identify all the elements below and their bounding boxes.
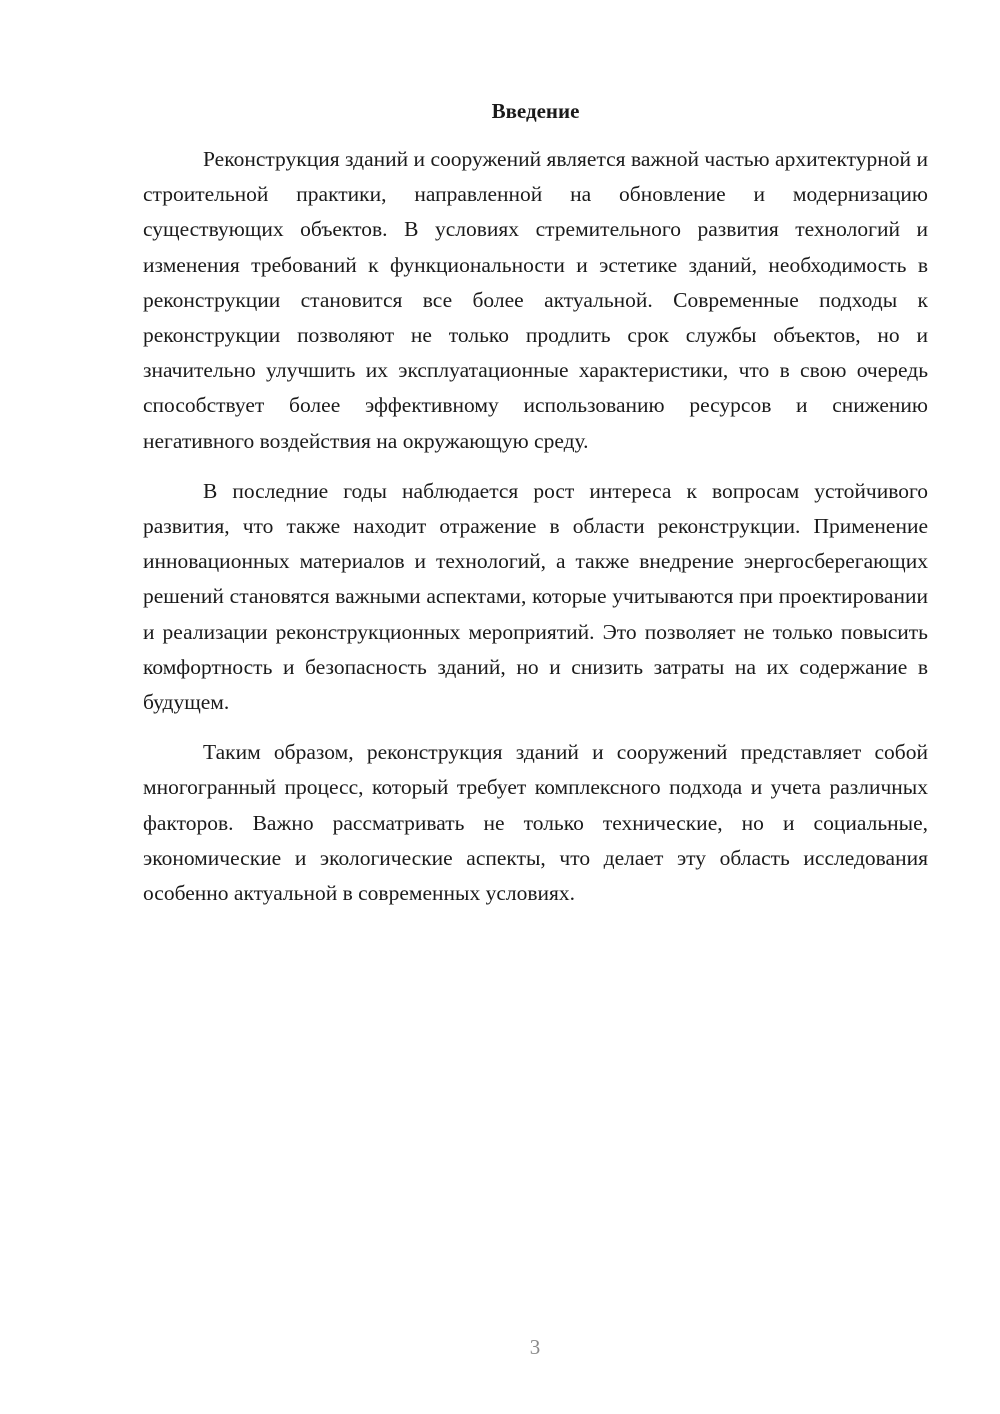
paragraph-2: В последние годы наблюдается рост интереса к вопросам устойчивого развития, что также находит отражение в области реконструкции. Применение инновационных материалов и технологий, а также внедрение энергосберегающих решений становятся важными аспектами, которые учитываются при проектировании и реализации реконструкционных мероприятий. Это позволяет не только повысить комфортность и безопасность зданий, но и снизить затраты на их содержание в будущем. [143,478,928,715]
paragraph-1: Реконструкция зданий и сооружений является важной частью архитектурной и строительной практики, направленной на обновление и модернизацию существующих объектов. В условиях стремительного развития технологий и изменения требований к функциональности и эстетике зданий, необходимость в реконструкции становится все более актуальной. Современные подходы к реконструкции позволяют не только продлить срок службы объектов, но и значительно улучшить их эксплуатационные характеристики, что в свою очередь способствует более эффективному использованию ресурсов и снижению негативного воздействия на окружающую среду. [143,147,928,453]
section-heading: Введение [491,99,580,123]
paragraph-3: Таким образом, реконструкция зданий и сооружений представляет собой многогранный процесс, который требует комплексного подхода и учета различных факторов. Важно рассматривать не только технические, но и социальные, экономические и экологические аспекты, что делает эту область исследования особенно актуальной в современных условиях. [143,740,928,906]
page-content [143,96,928,911]
page-number: 3 [529,1335,541,1359]
